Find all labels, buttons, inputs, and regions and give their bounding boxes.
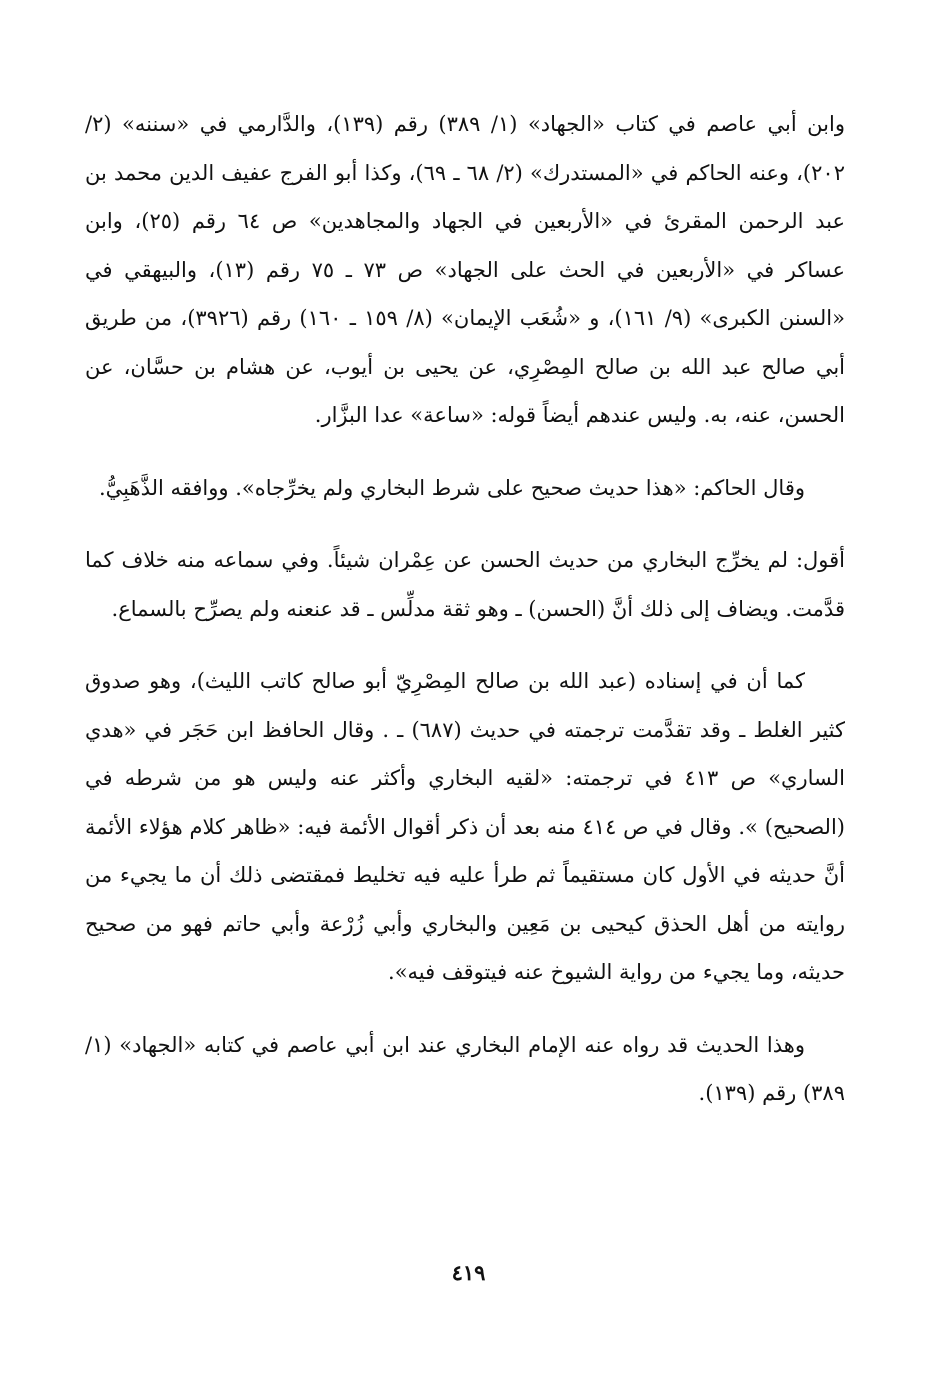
paragraph-sources: وابن أبي عاصم في كتاب «الجهاد» (١/ ٣٨٩) رقم (١٣٩)، والدَّارمي في «سننه» (٢/ ٢٠٢)، وعنه الحاكم في «المستدرك» (٢/ ٦٨ ـ ٦٩)، وكذا أبو الفرج عفيف الدين محمد بن عبد الرحمن المقرئ في «الأربعين في الجهاد والمجاهدين» ص ٦٤ رقم (٢٥)، وابن عساكر في «الأربعين في الحث على الجهاد» ص ٧٣ ـ ٧٥ رقم (١٣)، والبيهقي في «السنن الكبرى» (٩/ ١٦١)، و «شُعَب الإيمان» (٨/ ١٥٩ ـ ١٦٠) رقم (٣٩٢٦)، من طريق أبي صالح عبد الله بن صالح المِصْرِي، عن يحيى بن أيوب، عن هشام بن حسَّان، عن الحسن، عنه، به. وليس عندهم أيضاً قوله: «ساعة» عدا البزَّار.: [85, 112, 846, 427]
paragraph-isnad: كما أن في إسناده (عبد الله بن صالح المِصْرِيّ أبو صالح كاتب الليث)، وهو صدوق كثير الغلط ـ وقد تقدَّمت ترجمته في حديث (٦٨٧) ـ . وقال الحافظ ابن حَجَر في «هدي الساري» ص ٤١٣ في ترجمته: «لقيه البخاري وأكثر عنه وليس هو من شرطه في (الصحيح) ». وقال في ص ٤١٤ منه بعد أن ذكر أقوال الأئمة فيه: «ظاهر كلام هؤلاء الأئمة أنَّ حديثه في الأول كان مستقيماً ثم طرأ عليه فيه تخليط فمقتضى ذلك أن ما يجيء من روايته من أهل الحذق كيحيى بن مَعِين والبخاري وأبي زُرْعة وأبي حاتم فهو من صحيح حديثه، وما يجيء من رواية الشيوخ عنه فيتوقف فيه».: [85, 669, 846, 984]
paragraph-aqul: أقول: لم يخرِّج البخاري من حديث الحسن عن عِمْران شيئاً. وفي سماعه منه خلاف كما قدَّمت. ويضاف إلى ذلك أنَّ (الحسن) ـ وهو ثقة مدلِّس ـ قد عنعنه ولم يصرِّح بالسماع.: [85, 548, 845, 621]
paragraph-conclusion: وهذا الحديث قد رواه عنه الإمام البخاري عند ابن أبي عاصم في كتابه «الجهاد» (١/ ٣٨٩) رقم (١٣٩).: [85, 1032, 845, 1105]
paragraph-hakim: وقال الحاكم: «هذا حديث صحيح على شرط البخاري ولم يخرِّجاه». ووافقه الذَّهَبِيُّ.: [98, 475, 805, 500]
main-text: [85, 100, 845, 1118]
page-number: ٤١٩: [451, 1260, 486, 1285]
